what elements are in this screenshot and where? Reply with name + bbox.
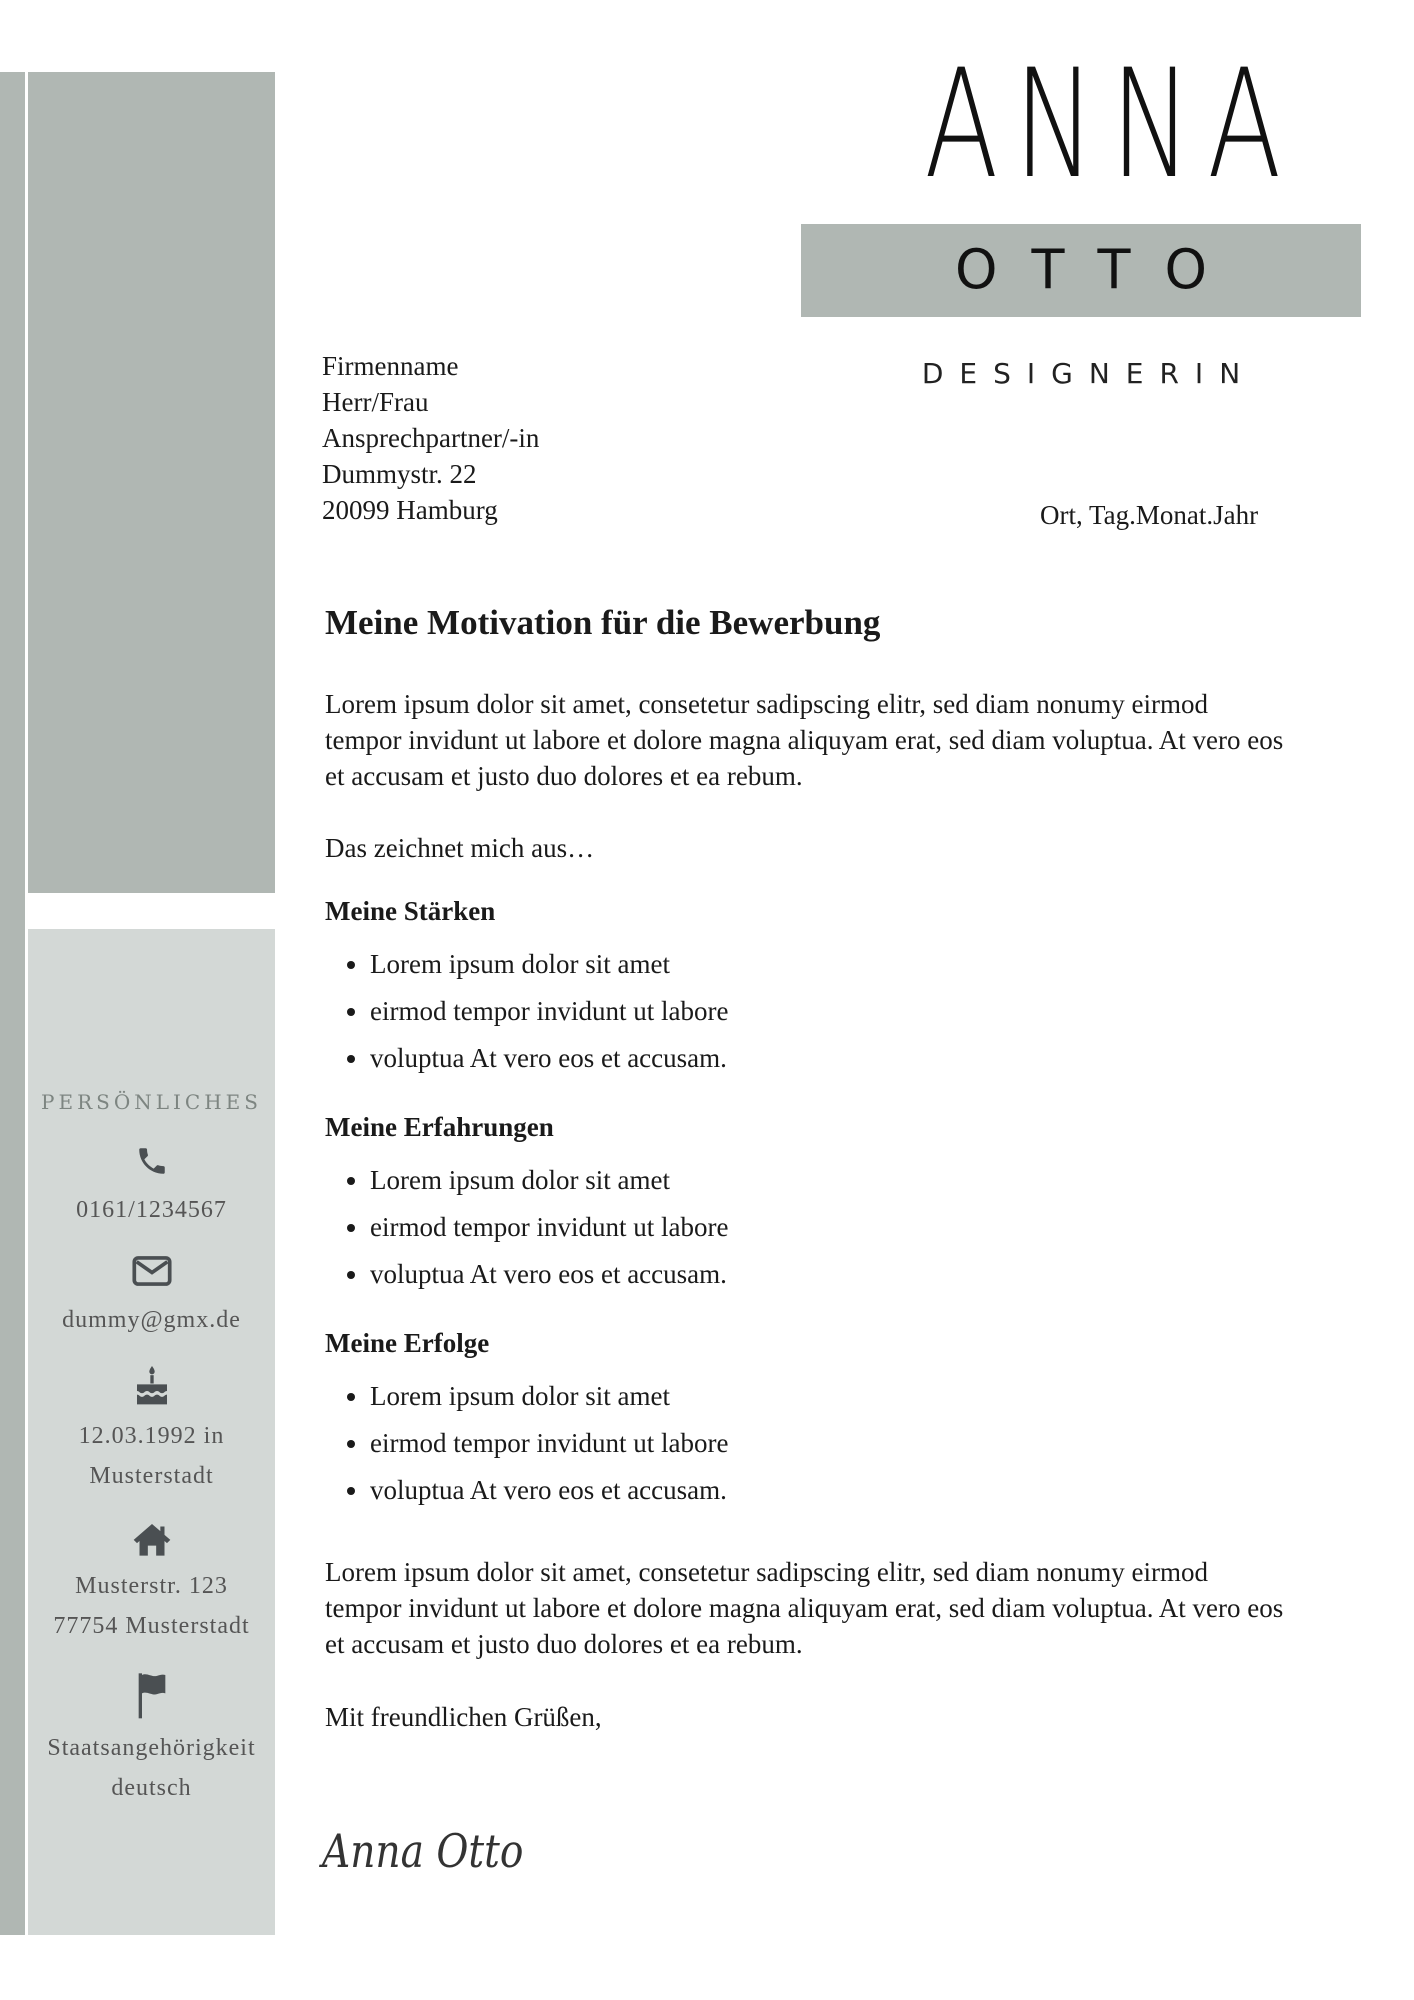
recipient-line: 20099 Hamburg [322,495,498,525]
recipient-line: Herr/Frau [322,387,429,417]
list-item: • Lorem ipsum dolor sit amet [370,1373,1285,1420]
sidebar-heading: PERSÖNLICHES [41,1090,262,1114]
home-icon [132,1520,172,1558]
list-item: • Lorem ipsum dolor sit amet [370,1157,1285,1204]
birth-item [28,1364,275,1496]
list-item: • Lorem ipsum dolor sit amet [370,941,1285,988]
letter-date: Ort, Tag.Monat.Jahr [1040,500,1259,530]
birthday-cake-icon [132,1364,172,1408]
closing-phrase: Mit freundlichen Grüßen, [325,1701,602,1732]
email-item [28,1254,275,1340]
recipient-line: Ansprechpartner/-in [322,423,540,453]
section-title-achievements: Meine Erfolge [325,1327,490,1358]
list-item: • eirmod tempor invidunt ut labore [370,988,1285,1035]
first-name: ANNA [924,38,1298,212]
city-address: 77754 Musterstadt [53,1613,250,1639]
email-address: dummy@gmx.de [62,1307,241,1333]
nationality-value: deutsch [111,1775,192,1801]
last-name: OTTO [954,238,1242,301]
nationality-label: Staatsangehörigkeit [47,1735,256,1761]
outro-paragraph: Lorem ipsum dolor sit amet, consetetur sadipscing elitr, sed diam nonumy eirmod tempor invidunt ut labore et dolore magna aliquyam erat, sed diam voluptua. At vero eos et accusam et justo duo dolores et ea rebum. [325,1556,1284,1659]
list-item: • voluptua At vero eos et accusam. [370,1467,1285,1514]
phone-item [28,1144,275,1230]
birth-place: Musterstadt [89,1463,214,1489]
personal-info [28,1090,275,1832]
achievements-list [325,1373,1285,1514]
list-item: • voluptua At vero eos et accusam. [370,1251,1285,1298]
letter-body [325,600,1285,1733]
phone-number: 0161/1234567 [76,1197,227,1223]
job-title: DESIGNERIN [921,357,1257,390]
flag-icon [132,1670,172,1720]
section-title-experience: Meine Erfahrungen [325,1111,554,1142]
signature: Anna Otto [322,1824,524,1878]
strengths-list [325,941,1285,1082]
list-item: • eirmod tempor invidunt ut labore [370,1204,1285,1251]
recipient-address [322,348,539,528]
sidebar-photo-block [28,72,275,893]
phone-icon [135,1144,169,1178]
left-accent-strip [0,72,25,1935]
address-item [28,1520,275,1646]
section-title-strengths: Meine Stärken [325,895,496,926]
recipient-line: Dummystr. 22 [322,459,477,489]
experience-list [325,1157,1285,1298]
street-address: Musterstr. 123 [75,1573,228,1599]
lead-in: Das zeichnet mich aus… [325,832,595,863]
mail-icon [132,1254,172,1288]
recipient-line: Firmenname [322,351,459,381]
list-item: • voluptua At vero eos et accusam. [370,1035,1285,1082]
list-item: • eirmod tempor invidunt ut labore [370,1420,1285,1467]
letter-headline: Meine Motivation für die Bewerbung [325,603,881,642]
nationality-item [28,1670,275,1808]
intro-paragraph: Lorem ipsum dolor sit amet, consetetur sadipscing elitr, sed diam nonumy eirmod tempor invidunt ut labore et dolore magna aliquyam erat, sed diam voluptua. At vero eos et accusam et justo duo dolores et ea rebum. [325,688,1284,791]
birth-date: 12.03.1992 in [78,1423,225,1449]
